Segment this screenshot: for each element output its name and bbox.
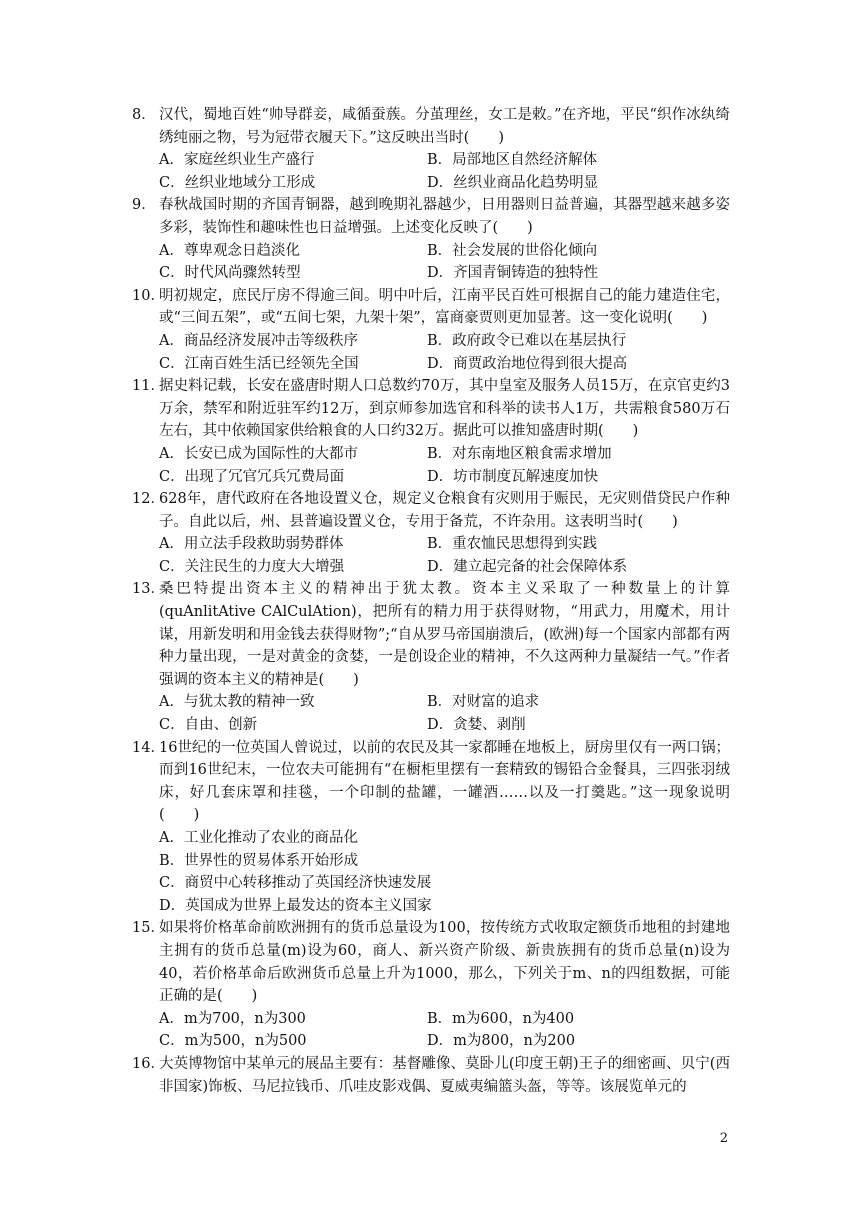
question-11 (132, 375, 730, 488)
option-c: C．商贸中心转移推动了英国经济快速发展 (159, 875, 432, 892)
option-d: D．齐国青铜铸造的独特性 (427, 265, 599, 282)
question-number: 12． (132, 491, 165, 508)
option-b: B．世界性的贸易体系开始形成 (159, 852, 359, 869)
question-stem: 明初规定，庶民厅房不得逾三间。明中叶后，江南平民百姓可根据自己的能力建造住宅，或“三间五架”，或“五间七架，九架十架”，富商豪贾则更加显著。这一变化说明( ) (159, 287, 730, 327)
question-10 (132, 285, 730, 375)
question-number: 13． (132, 581, 165, 598)
option-d: D．商贾政治地位得到很大提高 (427, 355, 628, 372)
options (132, 691, 730, 736)
question-number: 15． (132, 920, 165, 937)
question-stem: 628年，唐代政府在各地设置义仓，规定义仓粮食有灾则用于赈民，无灾则借贷民户作种子。自此以后，州、县普遍设置义仓，专用于备荒，不许杂用。这表明当时( ) (159, 491, 730, 530)
option-c: C．自由、创新 (159, 717, 258, 734)
option-a: A．工业化推动了农业的商品化 (159, 830, 358, 846)
option-c: C．丝织业地域分工形成 (159, 174, 316, 191)
options (132, 443, 730, 488)
option-a: A．长安已成为国际性的大都市 (159, 445, 358, 462)
question-8 (132, 104, 730, 194)
question-stem: 如果将价格革命前欧洲拥有的货币总量设为100，按传统方式收取定额货币地租的封建地主拥有的货币总量(m)设为60，商人、新兴资产阶级、新贵族拥有的货币总量(n)设为40，若价格革命后欧洲货币总量上升为1000，那么，下列关于m、n的四组数据，可能正确的是( ) (159, 920, 730, 1005)
question-number: 11． (132, 378, 165, 395)
option-b: B．局部地区自然经济解体 (427, 152, 598, 169)
option-b: B．政府政令已难以在基层执行 (427, 332, 627, 349)
options (132, 149, 730, 194)
option-b: B．对财富的追求 (427, 694, 540, 711)
question-16 (132, 1053, 730, 1098)
option-a: A．m为700，n为300 (159, 1010, 306, 1027)
question-stem: 大英博物馆中某单元的展品主要有：基督雕像、莫卧儿(印度王朝)王子的细密画、贝宁(西非国家)饰板、马尼拉钱币、爪哇皮影戏偶、夏威夷编篮头盔，等等。该展览单元的 (159, 1055, 730, 1095)
question-stem: 春秋战国时期的齐国青铜器，越到晚期礼器越少，日用器则日益普遍，其器型越来越多姿多彩，装饰性和趣味性也日益增强。上述变化反映了( ) (159, 197, 730, 236)
question-number: 14． (132, 739, 165, 756)
question-stem: 16世纪的一位英国人曾说过，以前的农民及其一家都睡在地板上，厨房里仅有一两口锅；而到16世纪末，一位农夫可能拥有“在橱柜里摆有一套精致的锡铅合金餐具，三四张羽绒床，好几套床罩和挂毯，一个印制的盐罐，一罐酒……以及一打羹匙。”这一现象说明( ) (159, 739, 730, 824)
question-15 (132, 917, 730, 1053)
option-c: C．关注民生的力度大大增强 (159, 558, 345, 575)
question-stem: 桑巴特提出资本主义的精神出于犹太教。资本主义采取了一种数量上的计算(quAnlitAtive CAlCulAtion)，把所有的精力用于获得财物，“用武力，用魔术，用计谋，用新发明和用金钱去获得财物”;“自从罗马帝国崩溃后，(欧洲)每一个国家内部都有两种力量出现，一是对黄金的贪婪，一是创设企业的精神，不久这两种力量凝结一气。”作者强调的资本主义的精神是( ) (159, 581, 730, 688)
question-14 (132, 737, 730, 918)
options (132, 330, 730, 375)
option-c: C．出现了冗官冗兵冗费局面 (159, 468, 345, 485)
option-a: A．与犹太教的精神一致 (159, 694, 315, 711)
option-d: D．贪婪、剥削 (427, 717, 526, 734)
option-d: D．丝织业商品化趋势明显 (427, 174, 599, 191)
option-a: A．用立法手段救助弱势群体 (159, 536, 344, 553)
question-number: 9． (132, 197, 156, 214)
option-a: A．商品经济发展冲击等级秩序 (159, 332, 358, 349)
question-number: 8． (132, 107, 156, 123)
question-9 (132, 194, 730, 284)
option-d: D．坊市制度瓦解速度加快 (427, 468, 599, 485)
page-number: 2 (719, 1131, 728, 1146)
options (132, 533, 730, 578)
option-b: B．重农恤民思想得到实践 (427, 536, 598, 553)
question-stem: 汉代，蜀地百姓“帅导群妾，咸循蚕蔟。分茧理丝，女工是敕。”在齐地，平民“织作冰纨绮绣纯丽之物，号为冠带衣履天下。”这反映出当时( ) (159, 107, 730, 146)
option-a: A．家庭丝织业生产盛行 (159, 152, 315, 169)
option-b: B．社会发展的世俗化倾向 (427, 242, 598, 259)
options (132, 1008, 730, 1053)
option-c: C．时代风尚骤然转型 (159, 265, 301, 282)
option-d: D．英国成为世界上最发达的资本主义国家 (159, 897, 432, 914)
question-stem: 据史料记载，长安在盛唐时期人口总数约70万，其中皇室及服务人员15万，在京官吏约3万余，禁军和附近驻军约12万，到京师参加选官和科举的读书人1万，共需粮食580万石左右，其中依赖国家供给粮食的人口约32万。据此可以推知盛唐时期( ) (159, 378, 730, 440)
option-d: D．建立起完备的社会保障体系 (427, 558, 628, 575)
option-b: B．m为600，n为400 (427, 1010, 575, 1027)
option-a: A．尊卑观念日趋淡化 (159, 242, 300, 259)
question-13 (132, 578, 730, 736)
option-d: D．m为800，n为200 (427, 1033, 576, 1050)
question-number: 10． (132, 287, 165, 304)
options (132, 240, 730, 285)
question-number: 16． (132, 1055, 165, 1072)
options (132, 827, 730, 917)
option-c: C．m为500，n为500 (159, 1033, 307, 1050)
option-b: B．对东南地区粮食需求增加 (427, 445, 612, 462)
question-12 (132, 488, 730, 578)
option-c: C．江南百姓生活已经领先全国 (159, 355, 359, 372)
question-list (132, 104, 730, 1098)
